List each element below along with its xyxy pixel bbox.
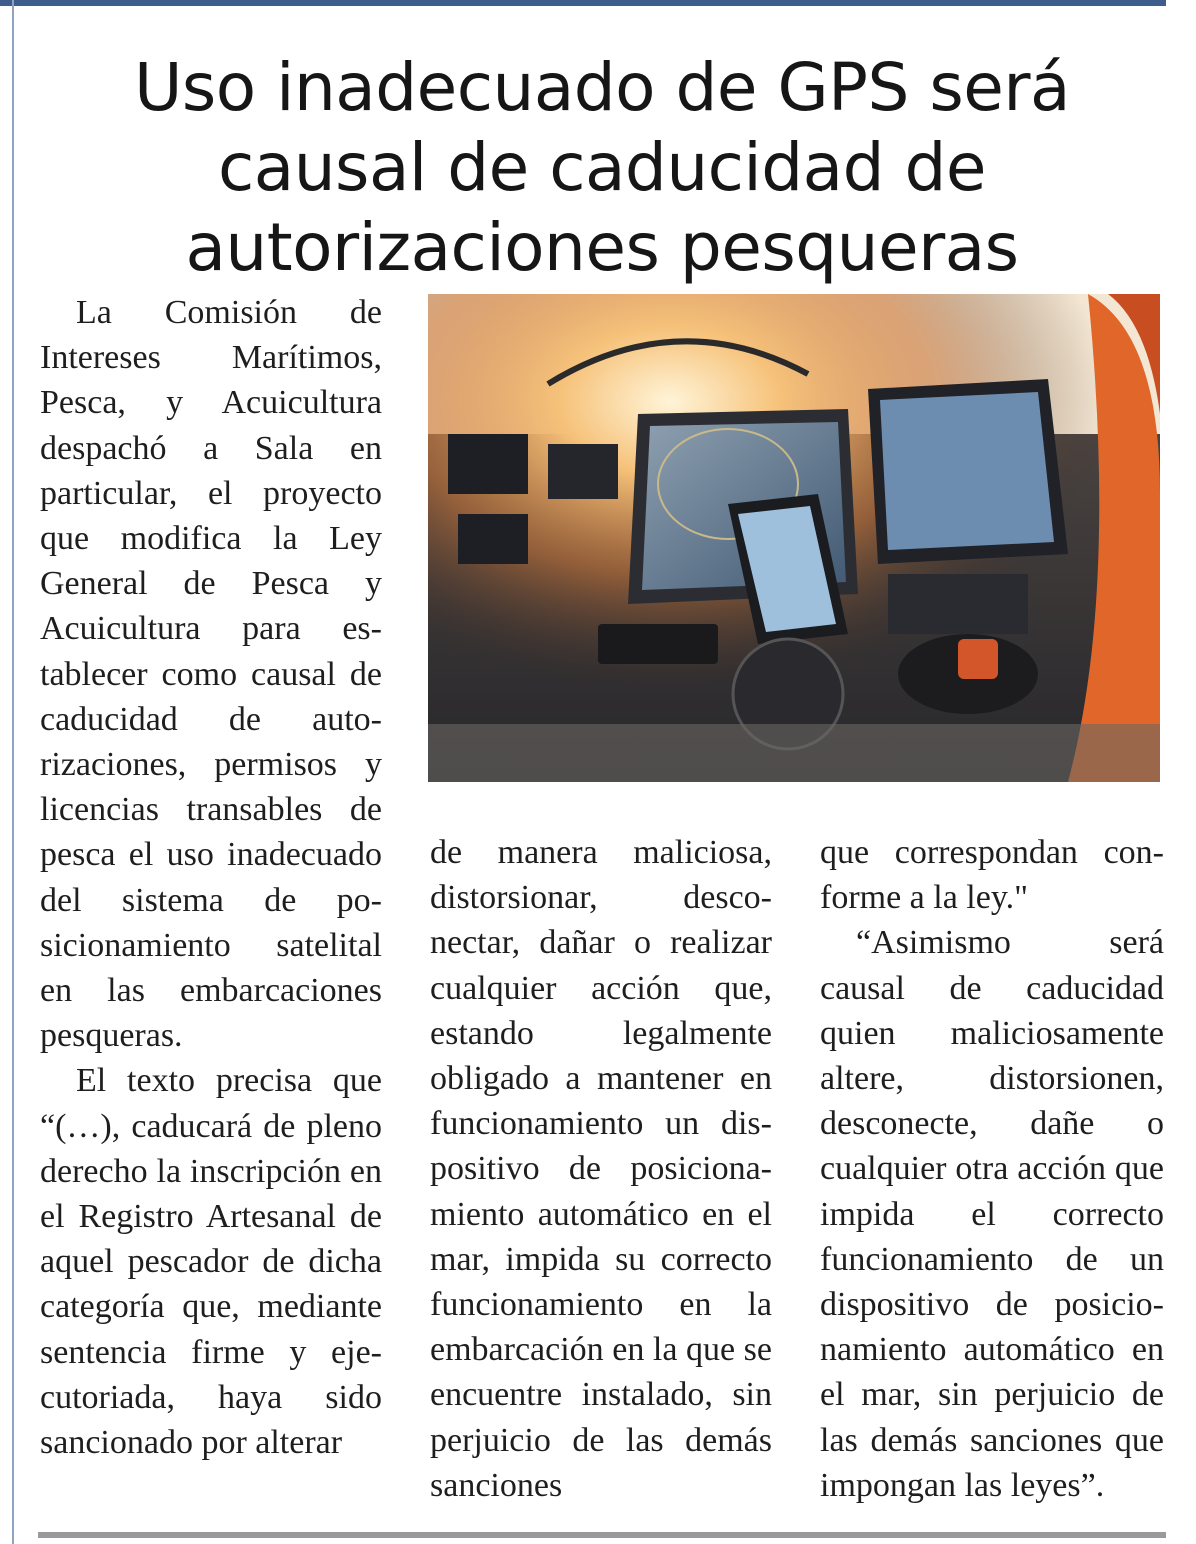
paragraph: El texto precisa que “(…), caducará de pleno derecho la inscripción en el Registro Artesanal de aquel pescador de dicha categoría que, mediante sentencia firme y ejecutoriada, haya sido sancionado por alterar <box>40 1062 382 1462</box>
ship-bridge-photo <box>428 294 1160 782</box>
headline: Uso inadecuado de GPS será causal de caducidad de autorizaciones pesqueras <box>134 49 1070 286</box>
paragraph: que correspondan conforme a la ley." <box>820 834 1164 917</box>
left-margin-rule <box>12 0 14 1544</box>
paragraph: “Asimismo será causal de caducidad quien maliciosamente altere, distorsionen, desconecte, dañe o cualquier otra acción que impida el correcto funcionamiento de un dispositivo de posicionamiento automático en el mar, sin perjuicio de las demás sanciones que impongan las leyes”. <box>820 924 1164 1504</box>
text-column-1 <box>40 290 382 1465</box>
text-column-3 <box>820 830 1164 1508</box>
text-column-2 <box>430 830 772 1508</box>
paragraph: de manera maliciosa, distorsionar, desconectar, dañar o realizar cualquier acción que, estando legalmente obligado a mantener en funcionamiento un dispositivo de posicionamiento automático en el mar, impida su correcto funcionamiento en la embarcación en la que se encuentre instalado, sin perjuicio de las demás sanciones <box>430 834 772 1504</box>
top-rule <box>0 0 1166 6</box>
paragraph: La Comisión de Intereses Marítimos, Pesca, y Acuicultura despachó a Sala en particular, el proyecto que modifica la Ley General de Pesca y Acuicultura para establecer como causal de caducidad de autorizaciones, permisos y licencias transables de pesca el uso inadecuado del sistema de posicionamiento satelital en las embarcaciones pesqueras. <box>40 294 382 1055</box>
article-photo <box>428 294 1160 782</box>
bottom-rule <box>38 1532 1166 1538</box>
